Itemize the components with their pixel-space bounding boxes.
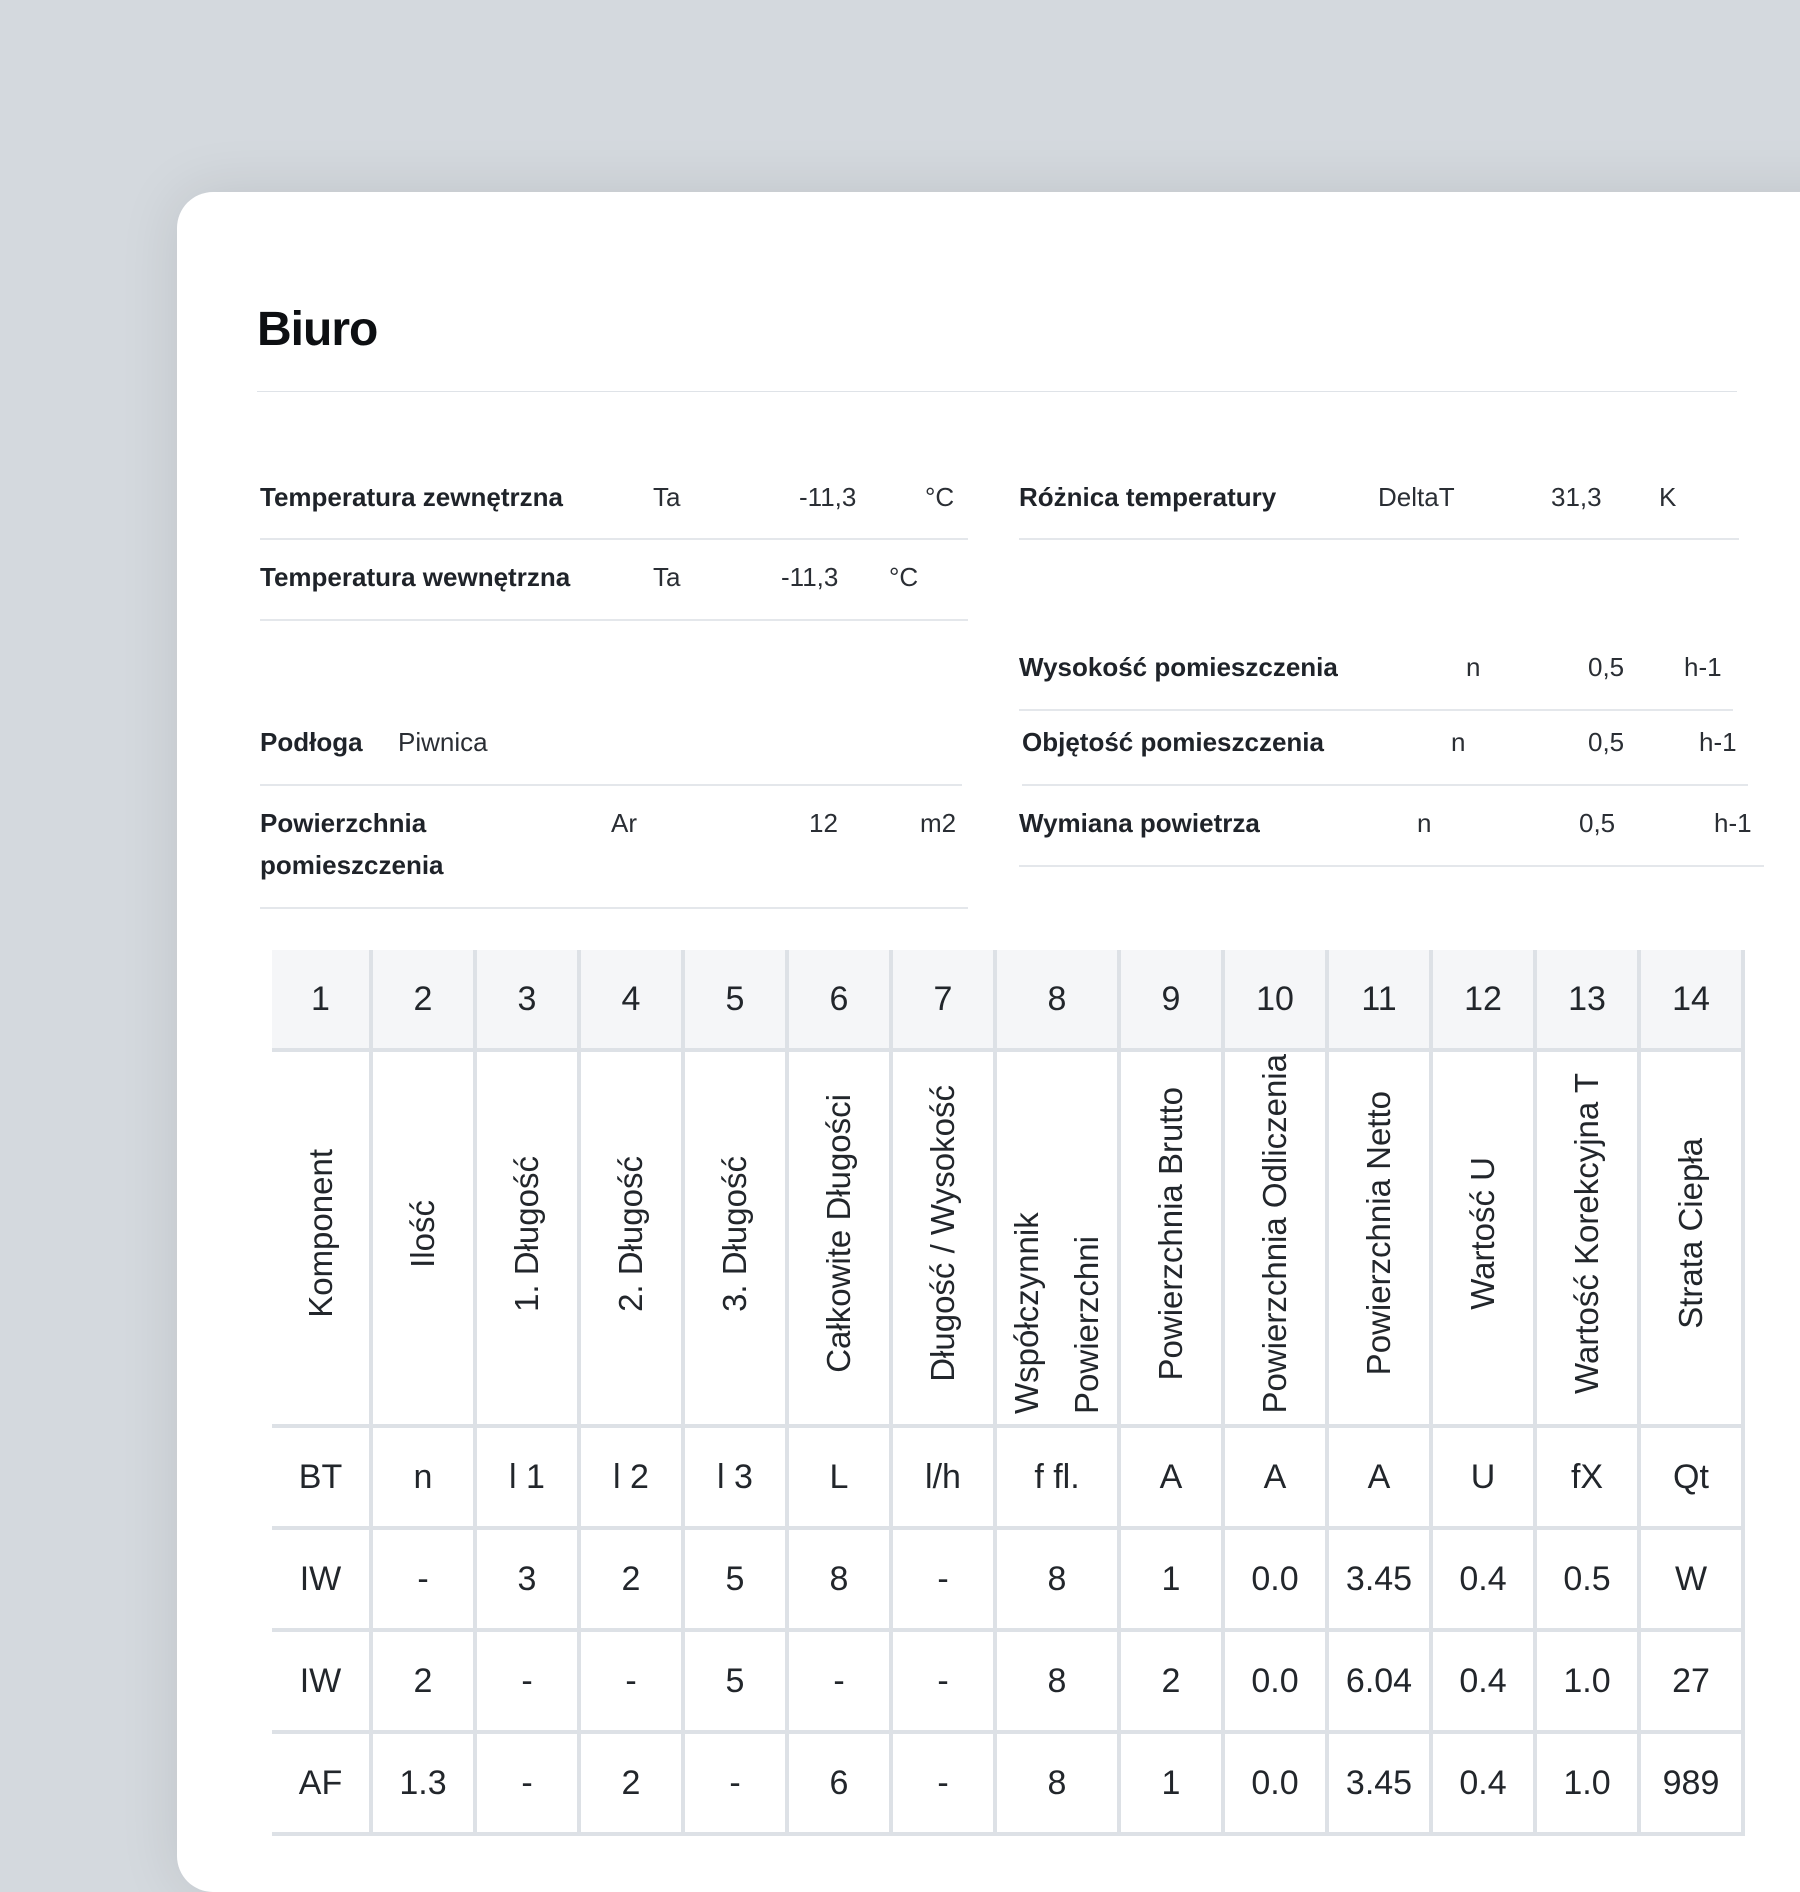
column-header <box>1225 1052 1329 1428</box>
column-name: Strata Ciepła <box>1672 1138 1709 1329</box>
table-row <box>272 1632 1745 1734</box>
column-symbol: l 3 <box>685 1428 789 1530</box>
column-header <box>272 1052 373 1428</box>
column-name: Długość / Wysokość <box>924 1085 961 1382</box>
param-unit: °C <box>889 562 919 592</box>
column-number: 8 <box>997 950 1121 1052</box>
column-number-row <box>272 950 1745 1052</box>
column-number: 6 <box>789 950 893 1052</box>
column-number: 2 <box>373 950 477 1052</box>
column-symbol-row <box>272 1428 1745 1530</box>
divider <box>1019 865 1764 867</box>
column-name: Ilość <box>404 1199 441 1268</box>
param-label: Różnica temperatury <box>1019 482 1277 512</box>
table-cell: 0.4 <box>1433 1530 1537 1632</box>
table-cell: - <box>685 1734 789 1836</box>
table-cell: 1 <box>1121 1530 1225 1632</box>
param-unit: h-1 <box>1714 808 1752 838</box>
param-symbol: n <box>1417 808 1432 838</box>
column-header <box>1329 1052 1433 1428</box>
table-cell: 0.0 <box>1225 1530 1329 1632</box>
table-cell: 3 <box>477 1530 581 1632</box>
table-cell: - <box>477 1632 581 1734</box>
table-cell: IW <box>272 1530 373 1632</box>
param-label: Temperatura zewnętrzna <box>260 482 563 512</box>
table-cell: 0.0 <box>1225 1632 1329 1734</box>
table-cell: 8 <box>789 1530 893 1632</box>
area-unit: m2 <box>920 808 957 838</box>
param-symbol: Ta <box>653 562 681 592</box>
table-cell: 8 <box>997 1530 1121 1632</box>
param-unit: °C <box>925 482 955 512</box>
table-cell: 1 <box>1121 1734 1225 1836</box>
column-number: 10 <box>1225 950 1329 1052</box>
area-value: 12 <box>809 808 838 838</box>
column-number: 14 <box>1641 950 1745 1052</box>
table-cell: - <box>893 1632 997 1734</box>
column-header <box>581 1052 685 1428</box>
table-row <box>272 1734 1745 1836</box>
column-header <box>477 1052 581 1428</box>
column-number: 3 <box>477 950 581 1052</box>
table-cell: - <box>893 1530 997 1632</box>
table-cell: 8 <box>997 1632 1121 1734</box>
column-symbol: l 2 <box>581 1428 685 1530</box>
column-number: 7 <box>893 950 997 1052</box>
heat-loss-table <box>272 950 1745 1836</box>
column-name: Powierzchnia Brutto <box>1152 1086 1189 1381</box>
table-cell: W <box>1641 1530 1745 1632</box>
column-header <box>373 1052 477 1428</box>
column-name: Wartość Korekcyjna T <box>1568 1073 1605 1394</box>
column-name-row <box>272 1052 1745 1428</box>
column-symbol: n <box>373 1428 477 1530</box>
table-cell: 6 <box>789 1734 893 1836</box>
column-header <box>1537 1052 1641 1428</box>
divider <box>1019 538 1739 540</box>
column-symbol: L <box>789 1428 893 1530</box>
column-symbol: Qt <box>1641 1428 1745 1530</box>
param-unit: h-1 <box>1699 727 1737 757</box>
table-cell: 1.0 <box>1537 1632 1641 1734</box>
area-label-line2: pomieszczenia <box>260 850 444 880</box>
param-symbol: DeltaT <box>1378 482 1455 512</box>
param-label: Wysokość pomieszczenia <box>1019 652 1338 682</box>
column-name: 2. Długość <box>612 1155 649 1312</box>
column-number: 5 <box>685 950 789 1052</box>
column-number: 9 <box>1121 950 1225 1052</box>
table-cell: 989 <box>1641 1734 1745 1836</box>
table-cell: 0.4 <box>1433 1734 1537 1836</box>
table-cell: - <box>789 1632 893 1734</box>
divider <box>260 619 968 621</box>
param-value: 31,3 <box>1551 482 1602 512</box>
param-value: -11,3 <box>781 562 839 592</box>
column-name: Powierzchnia Odliczenia <box>1256 1053 1293 1414</box>
column-symbol: l/h <box>893 1428 997 1530</box>
table-row <box>272 1530 1745 1632</box>
divider <box>260 538 968 540</box>
table-cell: 27 <box>1641 1632 1745 1734</box>
column-symbol: A <box>1329 1428 1433 1530</box>
column-symbol: U <box>1433 1428 1537 1530</box>
column-symbol: fX <box>1537 1428 1641 1530</box>
table-cell: 5 <box>685 1530 789 1632</box>
table-cell: 2 <box>581 1530 685 1632</box>
divider <box>1019 709 1733 711</box>
param-symbol: n <box>1466 652 1481 682</box>
param-unit: h-1 <box>1684 652 1722 682</box>
column-number: 11 <box>1329 950 1433 1052</box>
table-cell: 0.5 <box>1537 1530 1641 1632</box>
column-name: 3. Długość <box>716 1155 753 1312</box>
column-name: Całkowite Długości <box>820 1094 857 1373</box>
column-symbol: f fl. <box>997 1428 1121 1530</box>
table-cell: - <box>477 1734 581 1836</box>
table-cell: 2 <box>373 1632 477 1734</box>
column-number: 13 <box>1537 950 1641 1052</box>
area-symbol: Ar <box>611 808 637 838</box>
param-value: 0,5 <box>1588 652 1625 682</box>
table-cell: 6.04 <box>1329 1632 1433 1734</box>
param-unit: K <box>1659 482 1677 512</box>
table-cell: AF <box>272 1734 373 1836</box>
column-header <box>893 1052 997 1428</box>
param-value: 0,5 <box>1579 808 1616 838</box>
table-cell: 8 <box>997 1734 1121 1836</box>
column-number: 1 <box>272 950 373 1052</box>
title-divider <box>257 391 1737 392</box>
table-cell: 0.4 <box>1433 1632 1537 1734</box>
param-value: 0,5 <box>1588 727 1625 757</box>
page-title: Biuro <box>257 303 378 356</box>
column-name: 1. Długość <box>508 1155 545 1312</box>
column-number: 12 <box>1433 950 1537 1052</box>
param-value: -11,3 <box>799 482 857 512</box>
column-name: Współczynnik Powierzchni <box>1008 1211 1105 1414</box>
column-header <box>997 1052 1121 1428</box>
table-cell: 1.3 <box>373 1734 477 1836</box>
column-name: Komponent <box>301 1149 339 1318</box>
table-cell: IW <box>272 1632 373 1734</box>
table-cell: 2 <box>581 1734 685 1836</box>
floor-value: Piwnica <box>398 727 488 757</box>
table-cell: 2 <box>1121 1632 1225 1734</box>
column-symbol: A <box>1225 1428 1329 1530</box>
param-symbol: n <box>1451 727 1466 757</box>
table-cell: 3.45 <box>1329 1734 1433 1836</box>
divider <box>1022 784 1748 786</box>
column-header <box>1641 1052 1745 1428</box>
param-label: Wymiana powietrza <box>1019 808 1260 838</box>
column-header <box>685 1052 789 1428</box>
table-cell: 3.45 <box>1329 1530 1433 1632</box>
column-symbol: l 1 <box>477 1428 581 1530</box>
column-name: Powierzchnia Netto <box>1360 1091 1397 1376</box>
table-cell: 5 <box>685 1632 789 1734</box>
column-name: Wartość U <box>1464 1157 1501 1310</box>
param-symbol: Ta <box>653 482 681 512</box>
column-symbol: BT <box>272 1428 373 1530</box>
divider <box>260 907 968 909</box>
floor-label: Podłoga <box>260 727 363 757</box>
area-label-line1: Powierzchnia <box>260 808 427 838</box>
column-header <box>789 1052 893 1428</box>
table-cell: - <box>373 1530 477 1632</box>
divider <box>260 784 962 786</box>
column-header <box>1433 1052 1537 1428</box>
column-number: 4 <box>581 950 685 1052</box>
param-label: Objętość pomieszczenia <box>1022 727 1324 757</box>
table-cell: - <box>893 1734 997 1836</box>
table-cell: 1.0 <box>1537 1734 1641 1836</box>
param-label: Temperatura wewnętrzna <box>260 562 571 592</box>
column-symbol: A <box>1121 1428 1225 1530</box>
table-cell: 0.0 <box>1225 1734 1329 1836</box>
table-cell: - <box>581 1632 685 1734</box>
room-card <box>177 192 1800 1892</box>
column-header <box>1121 1052 1225 1428</box>
